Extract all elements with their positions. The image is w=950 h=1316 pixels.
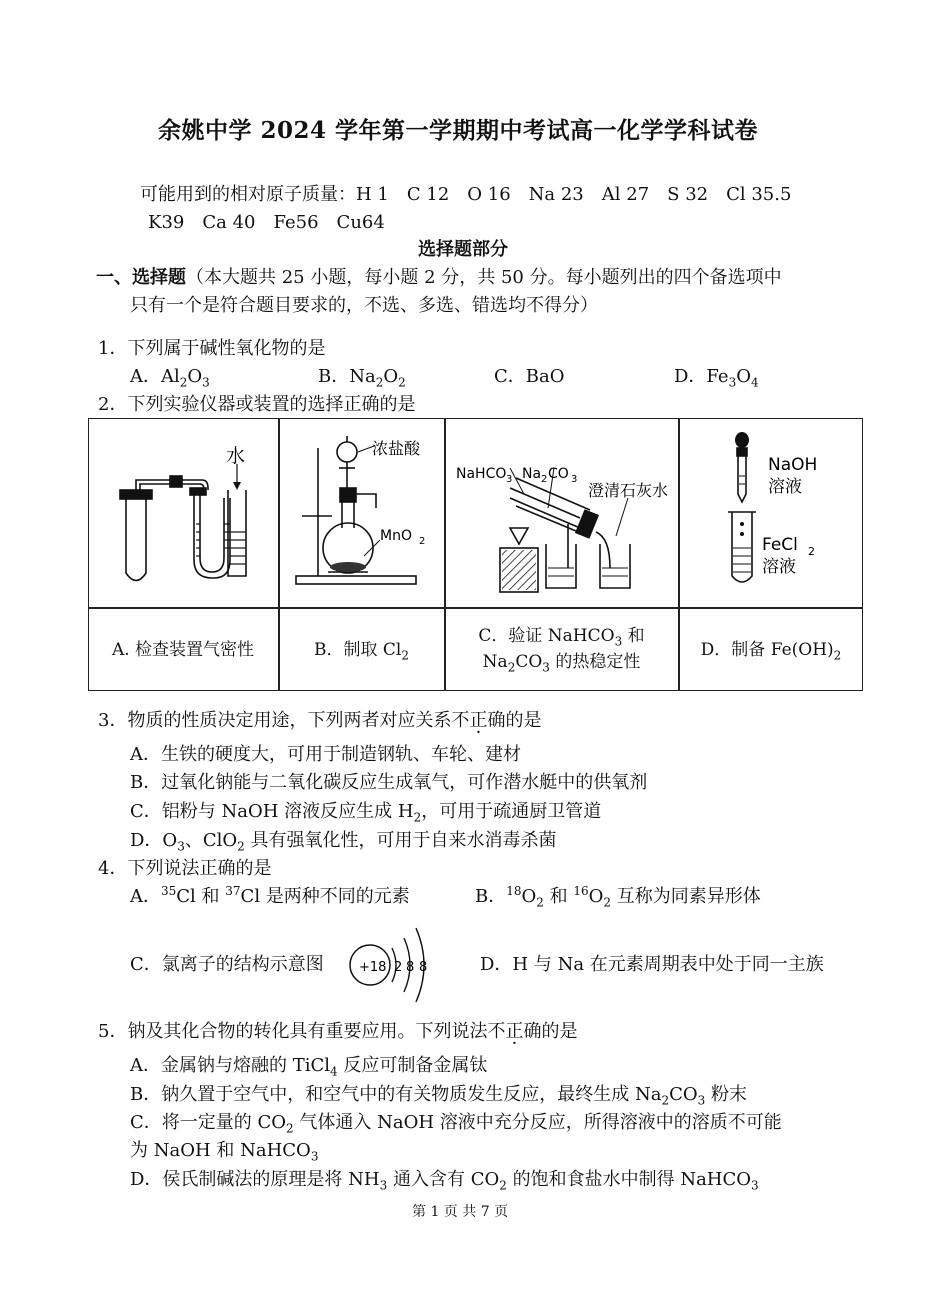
- caption-b: B．制取 $Cl_2$: [314, 640, 409, 663]
- q5-option-a: A．金属钠与熔融的 TiCl$_4$ 反应可制备金属钛: [130, 1055, 488, 1079]
- q4-option-d: D．H 与 Na 在元素周期表中处于同一主族: [480, 954, 824, 975]
- figure-b-label-acid: 浓盐酸: [372, 439, 421, 458]
- q1-option-d: D．$Fe_3O_4$: [674, 366, 759, 390]
- figure-d-label-fecl2: FeCl: [762, 535, 798, 555]
- q4-option-b: B．$^{18}O_2$ 和 $^{16}O_2$ 互称为同素异形体: [475, 884, 761, 910]
- nucleus-charge: +18: [359, 960, 387, 975]
- figure-c-label-lime: 澄清石灰水: [588, 481, 669, 500]
- q2-stem: 2．下列实验仪器或装置的选择正确的是: [98, 394, 416, 415]
- q4-option-c: C．氯离子的结构示意图: [130, 954, 324, 975]
- q3-option-c: C．铝粉与 NaOH 溶液反应生成 $H_2$，可用于疏通厨卫管道: [130, 801, 602, 825]
- atomic-mass-line-2: K39 Ca 40 Fe56 Cu64: [148, 212, 385, 233]
- table-row-divider: [88, 607, 863, 609]
- shell-1-electrons: 2: [394, 960, 403, 975]
- figure-c-label-na2co3: Na: [522, 466, 542, 482]
- page-number: 第 1 页 共 7 页: [412, 1204, 509, 1220]
- q3-option-b: B．过氧化钠能与二氧化碳反应生成氧气，可作潜水艇中的供氧剂: [130, 772, 648, 793]
- caption-d: D．制备 $Fe(OH)_2$: [700, 640, 842, 663]
- figure-b-chlorine-generator: [284, 428, 442, 598]
- figure-c-label-na2co3-tail: CO: [548, 466, 569, 482]
- q3-option-a: A．生铁的硬度大，可用于制造钢轨、车轮、建材: [130, 744, 521, 765]
- q5-stem: 5．钠及其化合物的转化具有重要应用。下列说法不正确的是: [98, 1021, 578, 1042]
- figure-b-label-mno2: MnO: [380, 528, 412, 544]
- q1-stem: 1．下列属于碱性氧化物的是: [98, 338, 326, 359]
- caption-a: A. 检查装置气密性: [111, 640, 255, 660]
- caption-c: C．验证 NaHCO$_3$ 和 $Na_2CO_3$ 的热稳定性: [478, 626, 645, 675]
- figure-c-label-na2co3-sub: 2: [541, 474, 548, 485]
- figure-c-label-nahco3-sub: 3: [506, 474, 513, 485]
- q3-option-d: D．$O_3$、ClO$_2$ 具有强氧化性，可用于自来水消毒杀菌: [130, 830, 557, 854]
- figure-c-label-na2co3-sub2: 3: [571, 474, 578, 485]
- shell-3-electrons: 8: [419, 960, 428, 975]
- figure-c-thermal-stability: [450, 428, 676, 598]
- part-note-1: （本大题共 25 小题，每小题 2 分，共 50 分。每小题列出的四个备选项中: [186, 267, 782, 288]
- q4-stem: 4．下列说法正确的是: [98, 858, 272, 879]
- part-label: 一、选择题: [96, 267, 186, 288]
- shell-2-electrons: 8: [406, 960, 415, 975]
- q5-option-c-line1: C．将一定量的 $CO_2$ 气体通入 NaOH 溶液中充分反应，所得溶液中的溶质不可能: [130, 1112, 782, 1136]
- page-title: 余姚中学 2024 学年第一学期期中考试高一化学学科试卷: [158, 117, 759, 144]
- figure-a-label-water: 水: [226, 445, 246, 467]
- q1-option-c: C．BaO: [494, 366, 565, 387]
- q4-option-a: A．$^{35}$Cl 和 $^{37}$Cl 是两种不同的元素: [130, 884, 410, 907]
- figure-a-airtightness: [100, 428, 270, 598]
- figure-d-label-fecl2-2: 溶液: [762, 557, 796, 577]
- q5-option-c-line2: 为 NaOH 和 NaHCO$_3$: [130, 1140, 319, 1164]
- atomic-mass-line-1: 可能用到的相对原子质量：H 1 C 12 O 16 Na 23 Al 27 S 32 Cl 35.5: [140, 184, 792, 205]
- figure-d-label-naoh2: 溶液: [768, 477, 802, 497]
- figure-b-label-mno2-sub: 2: [419, 536, 426, 547]
- chloride-ion-diagram: [348, 918, 444, 1008]
- figure-d-label-naoh: NaOH: [768, 455, 818, 475]
- q5-option-d: D．侯氏制碱法的原理是将 $NH_3$ 通入含有 $CO_2$ 的饱和食盐水中制得 NaHCO$_3$: [130, 1169, 759, 1193]
- q5-option-b: B．钠久置于空气中，和空气中的有关物质发生反应，最终生成 $Na_2CO_3$ 粉末: [130, 1084, 747, 1108]
- q1-option-b: B．$Na_2O_2$: [318, 366, 406, 390]
- figure-d-feoh2-prep: [684, 428, 860, 598]
- figure-c-label-nahco3: NaHCO: [456, 466, 507, 482]
- section-heading: 选择题部分: [418, 239, 508, 260]
- figure-d-label-fecl2-sub: 2: [808, 545, 815, 558]
- q1-option-a: A．$Al_2O_3$: [130, 366, 210, 390]
- part-heading: [96, 266, 782, 290]
- part-note-2: 只有一个是符合题目要求的，不选、多选、错选均不得分）: [130, 295, 598, 316]
- q3-stem: 3．物质的性质决定用途，下列两者对应关系不正确的是: [98, 710, 542, 731]
